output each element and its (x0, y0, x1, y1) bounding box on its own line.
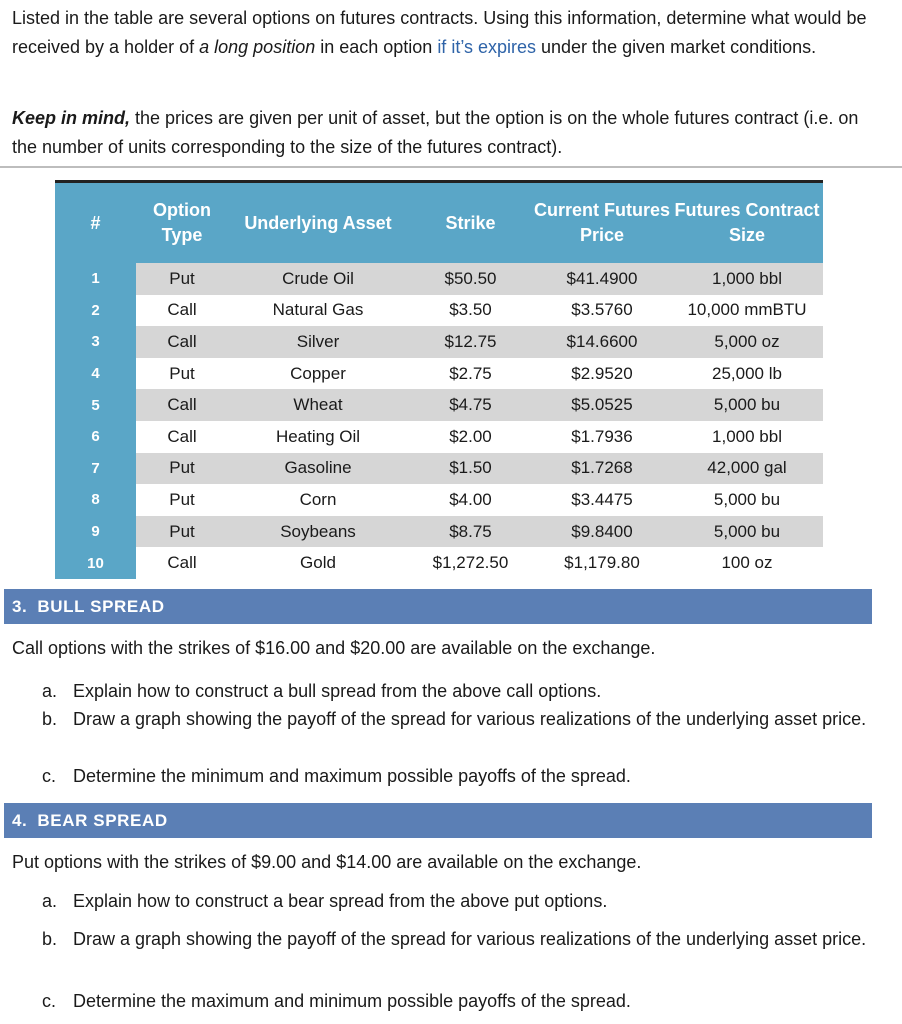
item-marker: c. (42, 991, 57, 1011)
header-current-futures-price: Current Futures Price (533, 200, 670, 245)
item-marker: c. (42, 766, 57, 786)
current-futures-price-cell: $1.7936 (571, 426, 633, 446)
table-row (55, 326, 823, 358)
futures-contract-size-cell: 5,000 bu (713, 489, 781, 509)
section-3-title: BULL SPREAD (37, 596, 165, 616)
row-number: 1 (55, 263, 136, 295)
current-futures-price-cell: $1,179.80 (564, 553, 640, 573)
table-row (55, 263, 823, 295)
current-futures-price-cell: $1.7268 (571, 458, 633, 478)
section-3-item-a (42, 677, 872, 705)
futures-contract-size-cell: 25,000 lb (712, 363, 782, 383)
row-number: 6 (55, 421, 136, 453)
option-type-cell: Call (167, 331, 197, 351)
intro-emphasis: a long position (199, 36, 316, 57)
keep-in-mind-text: the prices are given per unit of asset, but the option is on the whole futures contract (i.e. on the number of units corresponding to the size of the futures contract). (12, 108, 859, 157)
table-row (55, 453, 823, 485)
futures-contract-size-cell: 100 oz (721, 553, 773, 573)
current-futures-price-cell: $3.5760 (571, 300, 633, 320)
underlying-asset-cell: Copper (290, 363, 346, 383)
strike-cell: $1.50 (449, 458, 492, 478)
futures-contract-size-cell: 1,000 bbl (712, 426, 782, 446)
item-text: Draw a graph showing the payoff of the spread for various realizations of the underlying asset price. (73, 929, 867, 949)
option-type-cell: Put (169, 363, 195, 383)
item-text: Explain how to construct a bear spread from the above put options. (73, 891, 608, 911)
item-text: Determine the maximum and minimum possible payoffs of the spread. (73, 991, 631, 1011)
item-marker: b. (42, 709, 58, 729)
intro-highlight: if it’s expires (437, 36, 537, 57)
row-number: 8 (55, 484, 136, 516)
section-4-item-a (42, 887, 872, 915)
current-futures-price-cell: $3.4475 (571, 489, 633, 509)
header-futures-contract-size: Futures Contract Size (674, 200, 820, 245)
futures-contract-size-cell: 5,000 bu (713, 395, 781, 415)
underlying-asset-cell: Wheat (293, 395, 343, 415)
current-futures-price-cell: $5.0525 (571, 395, 633, 415)
row-number: 7 (55, 453, 136, 485)
section-4-title: BEAR SPREAD (37, 810, 168, 830)
section-4-intro: Put options with the strikes of $9.00 and $14.00 are available on the exchange. (12, 852, 642, 872)
underlying-asset-cell: Corn (299, 489, 337, 509)
section-4-item-b (42, 925, 872, 953)
intro-text-3: under the given market conditions. (536, 36, 817, 57)
row-number: 5 (55, 389, 136, 421)
header-underlying-asset: Underlying Asset (244, 212, 392, 233)
header-num: # (90, 212, 101, 233)
table-row (55, 516, 823, 548)
futures-contract-size-cell: 5,000 oz (714, 331, 780, 351)
current-futures-price-cell: $9.8400 (571, 521, 633, 541)
option-type-cell: Call (167, 300, 197, 320)
item-text: Draw a graph showing the payoff of the spread for various realizations of the underlying asset price. (73, 709, 867, 729)
section-4-item-c (42, 987, 872, 1015)
section-3-number: 3. (12, 596, 28, 616)
divider (0, 166, 902, 168)
row-number: 10 (55, 547, 136, 579)
section-3-intro: Call options with the strikes of $16.00 and $20.00 are available on the exchange. (12, 638, 656, 658)
current-futures-price-cell: $41.4900 (566, 268, 638, 288)
option-type-cell: Put (169, 268, 195, 288)
row-number: 2 (55, 295, 136, 327)
option-type-cell: Call (167, 426, 197, 446)
section-3-item-b (42, 705, 872, 733)
table-row (55, 547, 823, 579)
table-row (55, 484, 823, 516)
strike-cell: $1,272.50 (432, 553, 509, 573)
table-body (55, 263, 823, 579)
strike-cell: $2.00 (449, 426, 492, 446)
header-strike: Strike (445, 212, 496, 233)
keep-in-mind-emphasis: Keep in mind, (12, 108, 131, 128)
item-text: Determine the minimum and maximum possible payoffs of the spread. (73, 766, 631, 786)
strike-cell: $8.75 (449, 521, 492, 541)
strike-cell: $4.00 (449, 489, 492, 509)
row-number: 9 (55, 516, 136, 548)
strike-cell: $4.75 (449, 395, 492, 415)
strike-cell: $3.50 (449, 300, 492, 320)
table-row (55, 358, 823, 390)
row-number: 3 (55, 326, 136, 358)
underlying-asset-cell: Gold (300, 553, 336, 573)
section-3-item-c (42, 762, 872, 790)
table-row (55, 389, 823, 421)
options-table (55, 180, 823, 579)
table-header (55, 180, 823, 263)
current-futures-price-cell: $14.6600 (566, 331, 638, 351)
option-type-cell: Put (169, 458, 195, 478)
option-type-cell: Put (169, 521, 195, 541)
futures-contract-size-cell: 42,000 gal (707, 458, 787, 478)
keep-in-mind-paragraph (12, 104, 882, 161)
underlying-asset-cell: Gasoline (284, 458, 352, 478)
futures-contract-size-cell: 10,000 mmBTU (687, 300, 807, 320)
section-4-number: 4. (12, 810, 28, 830)
option-type-cell: Call (167, 553, 197, 573)
underlying-asset-cell: Soybeans (280, 521, 356, 541)
intro-text-1: Listed in the table are several options on futures contracts. Using this information, determine what would be received by a holder of (12, 8, 867, 57)
table-row (55, 295, 823, 327)
underlying-asset-cell: Heating Oil (275, 426, 361, 446)
item-text: Explain how to construct a bull spread from the above call options. (73, 681, 602, 701)
row-number: 4 (55, 358, 136, 390)
intro-paragraph (12, 4, 882, 61)
strike-cell: $12.75 (444, 331, 497, 351)
strike-cell: $2.75 (449, 363, 492, 383)
strike-cell: $50.50 (444, 268, 497, 288)
table-row (55, 421, 823, 453)
underlying-asset-cell: Crude Oil (282, 268, 354, 288)
item-marker: b. (42, 929, 58, 949)
option-type-cell: Call (167, 395, 197, 415)
header-option-type: Option Type (153, 200, 211, 245)
futures-contract-size-cell: 5,000 bu (713, 521, 781, 541)
underlying-asset-cell: Natural Gas (272, 300, 364, 320)
underlying-asset-cell: Silver (296, 331, 340, 351)
intro-text-2: in each option (315, 36, 438, 57)
section-3-header (4, 589, 872, 624)
futures-contract-size-cell: 1,000 bbl (712, 268, 782, 288)
current-futures-price-cell: $2.9520 (571, 363, 633, 383)
section-4-header (4, 803, 872, 838)
item-marker: a. (42, 891, 58, 911)
item-marker: a. (42, 681, 58, 701)
option-type-cell: Put (169, 489, 195, 509)
